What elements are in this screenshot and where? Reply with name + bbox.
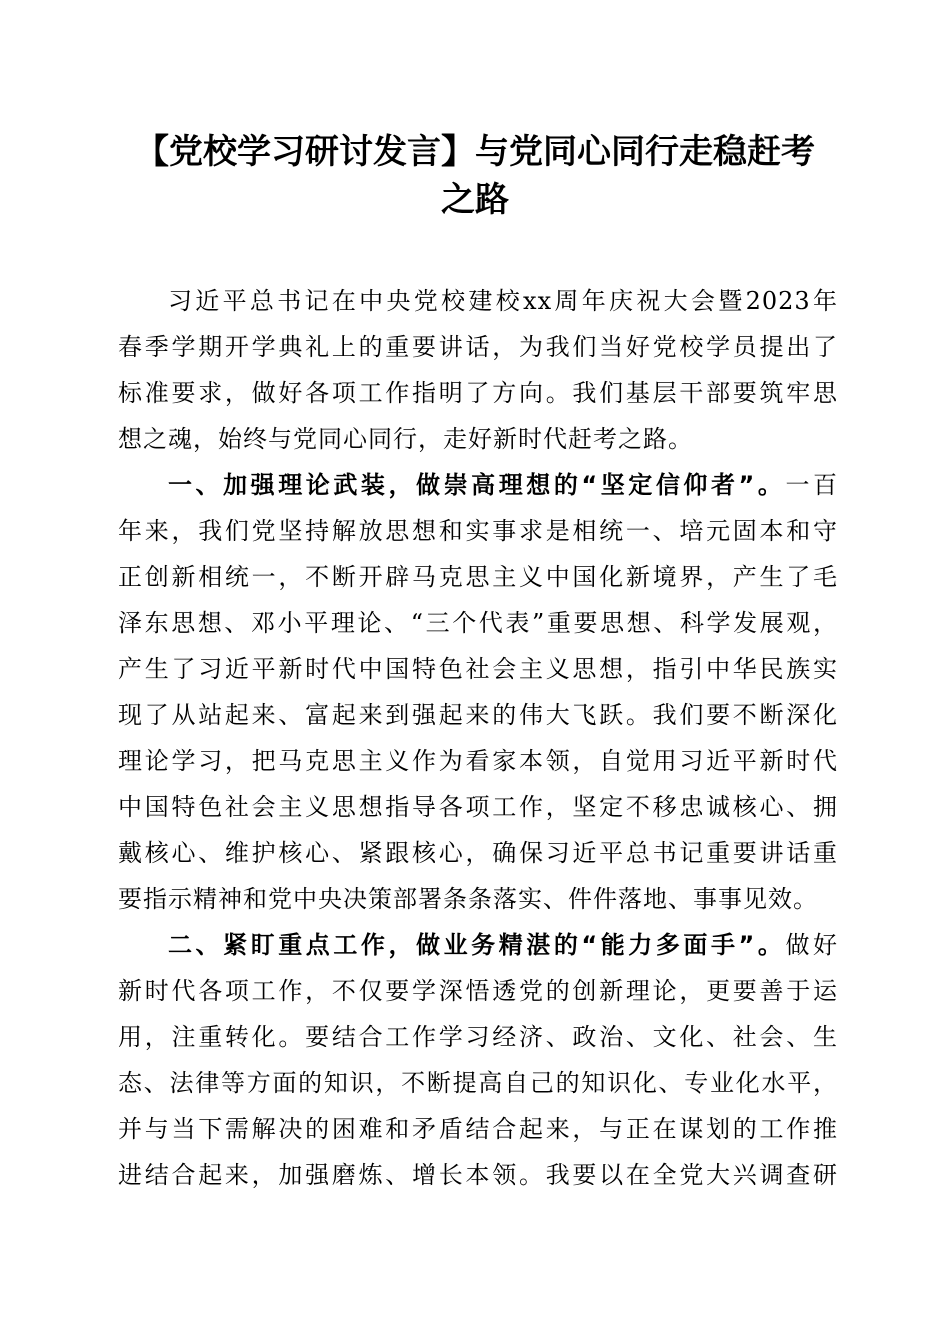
paragraph-first-line [118,462,838,508]
paragraph-first-line [118,922,838,968]
paragraph-line: 想之魂，始终与党同心同行，走好新时代赶考之路。 [118,425,693,453]
paragraph-section-2 [118,922,838,1198]
paragraph-line: 标准要求，做好各项工作指明了方向。我们基层干部要筑牢思 [118,379,838,407]
paragraph-line: 并与当下需解决的困难和矛盾结合起来，与正在谋划的工作推 [118,1115,838,1143]
title-line-2: 之路 [441,180,509,220]
paragraph-line: 戴核心、维护核心、紧跟核心，确保习近平总书记重要讲话重 [118,839,838,867]
paragraph-line: 新时代各项工作，不仅要学深悟透党的创新理论，更要善于运 [118,977,838,1005]
paragraph-line: 用，注重转化。要结合工作学习经济、政治、文化、社会、生 [118,1023,838,1051]
paragraph-line: 产生了习近平新时代中国特色社会主义思想，指引中华民族实 [118,655,838,683]
paragraph-line: 理论学习，把马克思主义作为看家本领，自觉用习近平新时代 [118,747,838,775]
paragraph-line: 态、法律等方面的知识，不断提高自己的知识化、专业化水平， [118,1069,838,1097]
paragraph-intro [118,278,838,462]
section-heading-2: 二、紧盯重点工作，做业务精湛的“能力多面手”。 [168,931,786,959]
paragraph-line-tail: 做好 [785,931,839,959]
paragraph-line: 年来，我们党坚持解放思想和实事求是相统一、培元固本和守 [118,517,838,545]
paragraph-section-1 [118,462,838,922]
paragraph-line: 进结合起来，加强磨炼、增长本领。我要以在全党大兴调查研 [118,1161,838,1189]
paragraph-line: 泽东思想、邓小平理论、“三个代表”重要思想、科学发展观， [118,609,838,637]
title-line-1: 【党校学习研讨发言】与党同心同行走稳赶考 [135,132,815,172]
paragraph-line: 现了从站起来、富起来到强起来的伟大飞跃。我们要不断深化 [118,701,838,729]
paragraph-line: 正创新相统一，不断开辟马克思主义中国化新境界，产生了毛 [118,563,838,591]
section-heading-1: 一、加强理论武装，做崇高理想的“坚定信仰者”。 [168,471,786,499]
document-title [118,128,832,224]
paragraph-line: 中国特色社会主义思想指导各项工作，坚定不移忠诚核心、拥 [118,793,838,821]
paragraph-line: 要指示精神和党中央决策部署条条落实、件件落地、事事见效。 [118,885,818,913]
document-body [118,278,838,1198]
paragraph-line-tail: 一百 [785,471,839,499]
paragraph-line: 春季学期开学典礼上的重要讲话，为我们当好党校学员提出了 [118,333,838,361]
paragraph-line: 习近平总书记在中央党校建校xx周年庆祝大会暨2023年 [168,287,838,315]
